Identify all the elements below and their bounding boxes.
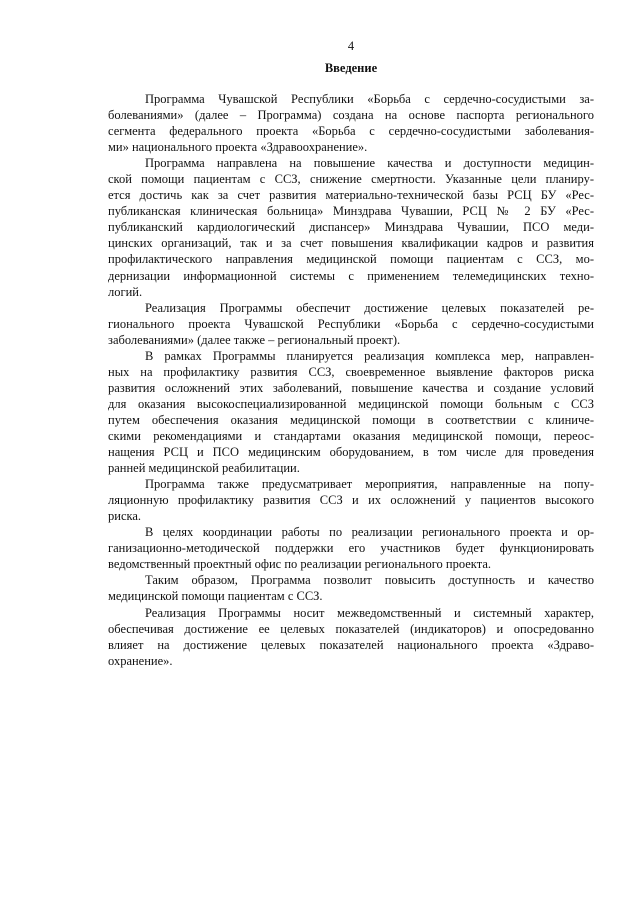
paragraph-line: Программа направлена на повышение качества и доступности медицин-	[145, 156, 594, 171]
paragraph	[108, 524, 594, 572]
paragraph-line: риска.	[108, 509, 142, 524]
document-page	[108, 38, 594, 669]
paragraph-line: обеспечивая достижение ее целевых показателей (индикаторов) и опосредованно	[108, 621, 594, 636]
paragraph-line: заболеваниями» (далее также – региональный проект).	[108, 332, 401, 347]
paragraph-line: ской помощи пациентам с ССЗ, снижение смертности. Указанные цели планиру-	[108, 172, 594, 187]
paragraph-line: ми» национального проекта «Здравоохранение».	[108, 140, 368, 155]
paragraph-line: ранней медицинской реабилитации.	[108, 461, 300, 476]
paragraph-line: Реализация Программы носит межведомственный и системный характер,	[145, 605, 594, 620]
paragraph-line: публиканская клиническая больница» Минздрава Чувашии, РСЦ № 2 БУ «Рес-	[108, 204, 594, 219]
paragraph	[108, 155, 594, 299]
body-text	[108, 91, 594, 669]
paragraph-line: путем обеспечения оказания медицинской помощи в соответствии с клиниче-	[108, 412, 594, 427]
paragraph-line: ганизационно-методической поддержки его участников будет функционировать	[108, 541, 594, 556]
paragraph-line: медицинской помощи пациентам с ССЗ.	[108, 589, 323, 604]
paragraph	[108, 572, 594, 604]
section-heading: Введение	[324, 61, 378, 75]
page-number: 4	[347, 39, 355, 53]
paragraph-line: ведомственный проектный офис по реализации регионального проекта.	[108, 557, 491, 572]
paragraph-line: цинских организаций, так и за счет повышения квалификации кадров и развития	[108, 236, 594, 251]
paragraph	[108, 91, 594, 155]
paragraph-line: Программа также предусматривает мероприятия, направленные на попу-	[145, 477, 594, 492]
paragraph	[108, 605, 594, 669]
paragraph-line: гионального проекта Чувашской Республики «Борьба с сердечно-сосудистыми	[108, 316, 594, 331]
paragraph-line: профилактического направления медицинской помощи пациентам с ССЗ, мо-	[108, 252, 594, 267]
paragraph-line: Таким образом, Программа позволит повысить доступность и качество	[145, 573, 594, 588]
paragraph-line: Реализация Программы обеспечит достижение целевых показателей ре-	[145, 300, 594, 315]
paragraph-line: ляционную профилактику развития ССЗ и их осложнений у пациентов высокого	[108, 493, 594, 508]
paragraph-line: влияет на достижение целевых показателей национального проекта «Здраво-	[108, 637, 594, 652]
paragraph	[108, 348, 594, 476]
paragraph-line: В целях координации работы по реализации регионального проекта и ор-	[145, 525, 594, 540]
paragraph-line: В рамках Программы планируется реализация комплекса мер, направлен-	[145, 348, 594, 363]
paragraph-line: ных на профилактику развития ССЗ, своевременное выявление факторов риска	[108, 364, 594, 379]
paragraph-line: Программа Чувашской Республики «Борьба с сердечно-сосудистыми за-	[145, 92, 594, 106]
paragraph-line: сегмента федерального проекта «Борьба с сердечно-сосудистыми заболевания-	[108, 124, 594, 139]
paragraph-line: дернизации информационной системы с применением телемедицинских техно-	[108, 268, 594, 283]
paragraph	[108, 300, 594, 348]
paragraph-line: развития осложнений этих заболеваний, повышение качества и создание условий	[108, 380, 594, 395]
paragraph-line: скими рекомендациями и стандартами оказания медицинской помощи, переос-	[108, 428, 594, 443]
paragraph-line: нащения РСЦ и ПСО медицинским оборудованием, в том числе для проведения	[108, 445, 594, 460]
paragraph-line: болеваниями» (далее – Программа) создана на основе паспорта регионального	[108, 108, 594, 123]
paragraph-line: ется достичь как за счет развития материально-технической базы РСЦ БУ «Рес-	[108, 188, 594, 203]
paragraph-line: публиканский кардиологический диспансер» Минздрава Чувашии, ПСО меди-	[108, 220, 594, 235]
paragraph-line: охранение».	[108, 653, 173, 668]
paragraph	[108, 476, 594, 524]
paragraph-line: логий.	[108, 284, 143, 299]
paragraph-line: для оказания высокоспециализированной медицинской помощи больным с ССЗ	[108, 396, 594, 411]
